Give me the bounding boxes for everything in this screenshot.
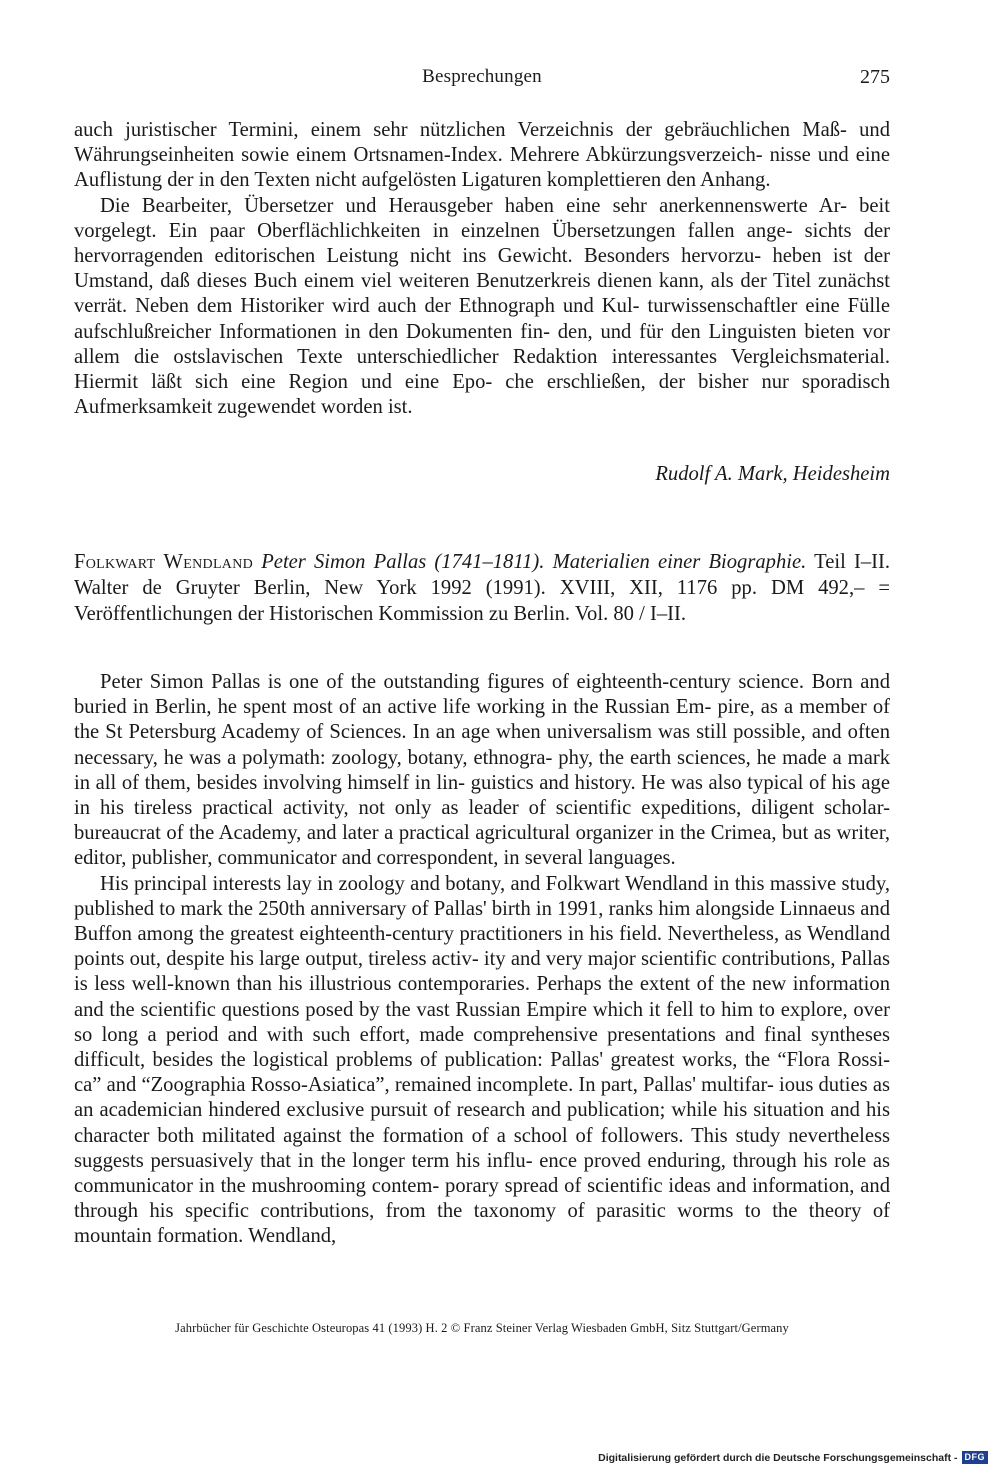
review2-text [74,670,890,1250]
dfg-logo: DFG [962,1451,989,1464]
review2-paragraph-1: Peter Simon Pallas is one of the outstanding figures of eighteenth-century science. Born and buried in Berlin, he spent most of an active life working in the Russian Em- pire, as a member of the St Petersburg Academy of Sciences. In an age when universalism was still possible, and often necessary, he was a polymath: zoology, botany, ethnogra- phy, the earth sciences, he made a mark in all of them, besides involving himself in lin- guistics and history. He was also typical of his age in his tireless practical activity, not only as leader of scientific expeditions, diligent scholar-bureaucrat of the Academy, and later a practical agricultural organizer in the Crimea, but as writer, editor, publisher, communicator and correspondent, in several languages. [74,671,890,870]
citation-details: Teil I–II. Walter de Gruyter Berlin, New York 1992 (1991). XVIII, XII, 1176 pp. DM 492,– = Veröffentlichungen der Historischen Kommission zu Berlin. Vol. 80 / I–II. [74,551,890,625]
review1-signature: Rudolf A. Mark, Heidesheim [655,463,890,485]
citation-title: Peter Simon Pallas (1741–1811). Materialien einer Biographie. [261,551,807,573]
digitization-credit-text: Digitalisierung gefördert durch die Deutsche Forschungsgemeinschaft - [598,1451,958,1464]
review2-citation [74,550,890,627]
review1-paragraph-2: Die Bearbeiter, Übersetzer und Herausgeber haben eine sehr anerkennenswerte Ar- beit vorgelegt. Ein paar Oberflächlichkeiten in einzelnen Übersetzungen fallen ange- sichts der hervorragenden editorischen Leistung nicht ins Gewicht. Besonders hervorzu- heben ist der Umstand, daß dieses Buch einem viel weiteren Benutzerkreis dienen kann, als der Titel zunächst verrät. Neben dem Historiker wird auch der Ethnograph und Kul- turwissenschaftler eine Fülle aufschlußreicher Informationen in den Dokumenten fin- den, und für den Linguisten bieten vor allem die ostslavischen Texte unterschiedlicher Redaktion interessantes Vergleichsmaterial. Hiermit läßt sich eine Region und eine Epo- che erschließen, der bisher nur sporadisch Aufmerksamkeit zugewendet worden ist. [74,194,890,419]
citation-author: Folkwart Wendland [74,551,254,573]
citation-text [74,550,890,627]
journal-footer: Jahrbücher für Geschichte Osteuropas 41 (1993) H. 2 © Franz Steiner Verlag Wiesbaden GmbH, Sitz Stuttgart/Germany [175,1321,789,1335]
review1-paragraph-1: auch juristischer Termini, einem sehr nützlichen Verzeichnis der gebräuchlichen Maß- und Währungseinheiten sowie einem Ortsnamen-Index. Mehrere Abkürzungsverzeich- nisse und eine Auflistung der in den Texten nicht aufgelösten Ligaturen komplettieren den Anhang. [74,119,890,192]
running-head: Besprechungen [422,66,542,87]
review2-paragraph-2: His principal interests lay in zoology and botany, and Folkwart Wendland in this massive study, published to mark the 250th anniversary of Pallas' birth in 1991, ranks him alongside Linnaeus and Buffon among the greatest eighteenth-century practitioners in his field. Nevertheless, as Wendland points out, despite his large output, tireless activ- ity and very major scientific contributions, Pallas is less well-known than his illustrious contemporaries. Perhaps the extent of the new information and the scientific questions posed by the vast Russian Empire which it fell to him to explore, over so long a period and with such effort, made comprehensive presentations and final syntheses difficult, besides the logistical problems of publication: Pallas' greatest works, the “Flora Rossi- ca” and “Zoographia Rosso-Asiatica”, remained incomplete. In part, Pallas' multifar- ious duties as an academician hindered exclusive pursuit of research and publication; while his situation and his character both militated against the formation of a school of followers. This study nevertheless suggests persuasively that in the longer term his influ- ence proved enduring, through his role as communicator in the mushrooming contem- porary spread of scientific ideas and information, and through his specific contributions, from the taxonomy of parasitic worms to the theory of mountain formation. Wendland, [74,872,890,1248]
page-number: 275 [860,66,890,88]
page-header [74,66,890,96]
digitization-credit [598,1451,988,1464]
review1-text [74,118,890,420]
